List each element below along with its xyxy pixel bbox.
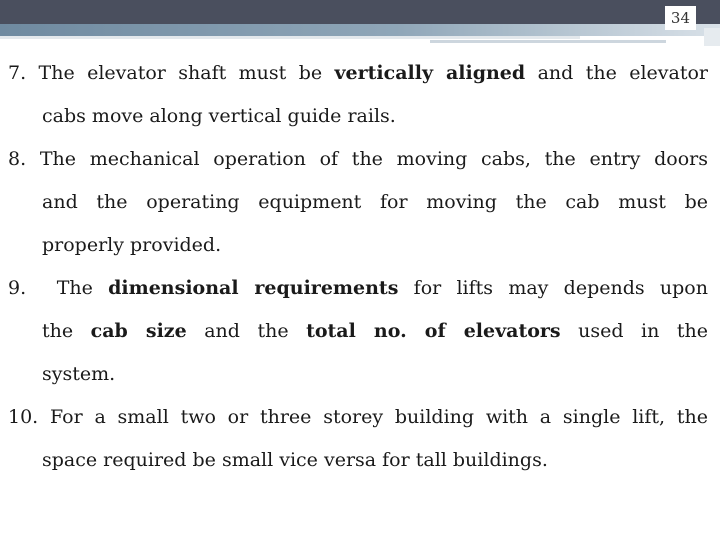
item-9-line-3: system. [42,363,116,385]
item-9-bold-2: cab size [90,320,187,342]
item-9-text-2c: and the [186,320,307,342]
item-9-text-2e: used in the [560,320,708,342]
slide-body [8,52,708,482]
item-8-text-1: The mechanical operation of the moving cabs, the entry doors [39,148,708,170]
title-bar [0,0,720,24]
item-7-text-a: The elevator shaft must be [38,62,335,84]
accent-line-left [0,36,580,39]
item-8-line-2: and the operating equipment for moving the cab must be [42,191,708,213]
item-10-text-1: For a small two or three storey building with a single lift, the [50,406,708,428]
slide-number: 34 [665,6,696,30]
list-item-9 [8,267,708,396]
list-item-8 [8,138,708,267]
item-10-line-1 [8,396,708,439]
item-9-line-2 [8,310,708,353]
item-7-bold-text: vertically aligned [334,62,526,84]
item-9-bold-3: total no. of elevators [306,320,561,342]
item-9-text-c: for lifts may depends upon [398,277,708,299]
item-9-number: 9. [8,277,27,299]
item-10-line-2: space required be small vice versa for tall buildings. [42,449,548,471]
item-7-line-2: cabs move along vertical guide rails. [42,105,396,127]
title-bar-stripe [0,24,720,36]
list-item-7 [8,52,708,138]
item-7-number: 7. [8,62,27,84]
accent-box [704,28,720,46]
item-7-line-1 [8,52,708,95]
item-9-text-a: The [56,277,109,299]
item-9-text-2a: the [42,320,91,342]
list-item-10 [8,396,708,482]
item-9-bold-1: dimensional requirements [108,277,399,299]
item-10-number: 10. [8,406,39,428]
accent-line-right [430,40,666,43]
item-7-text-c: and the elevator [525,62,709,84]
item-8-number: 8. [8,148,27,170]
item-8-line-3: properly provided. [42,234,222,256]
item-8-line-1 [8,138,708,181]
item-9-line-1 [8,267,708,310]
